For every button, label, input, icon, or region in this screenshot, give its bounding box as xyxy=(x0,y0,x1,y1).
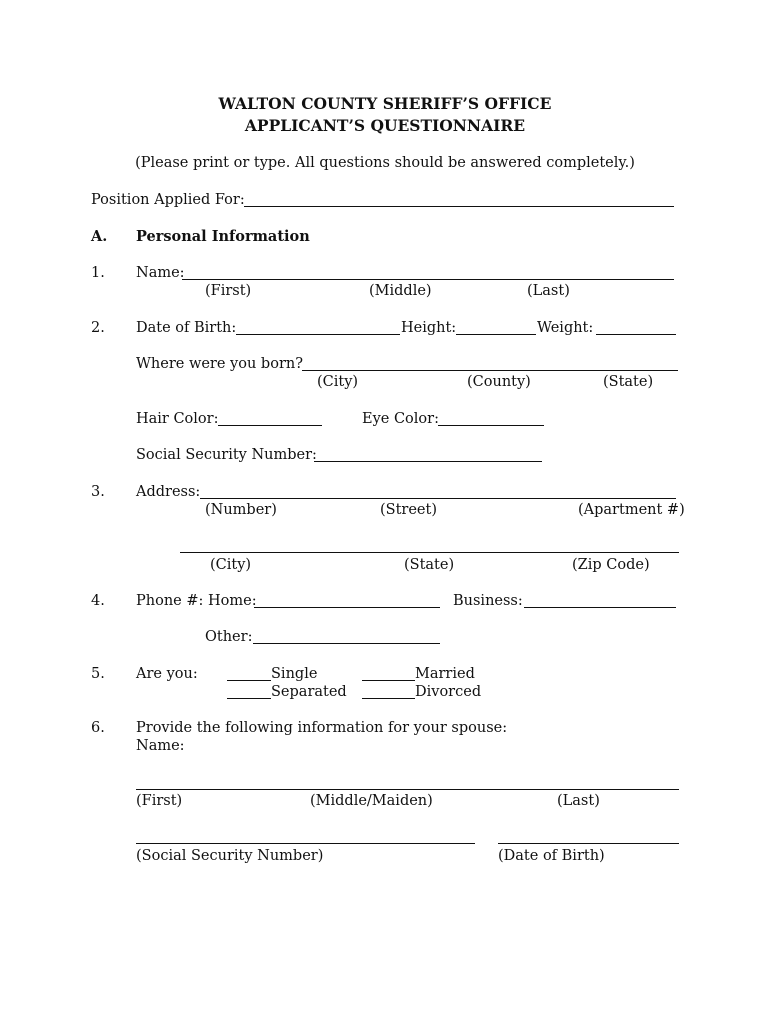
ssn-field[interactable] xyxy=(314,461,542,462)
question-number: 5. xyxy=(91,666,105,682)
question-number: 1. xyxy=(91,265,105,281)
spouse-dob-field[interactable] xyxy=(498,843,679,844)
caption-first: (First) xyxy=(136,793,183,809)
name-field[interactable] xyxy=(182,279,674,280)
dob-label: Date of Birth: xyxy=(136,320,237,336)
position-label: Position Applied For: xyxy=(91,192,245,208)
question-number: 3. xyxy=(91,484,105,500)
address-city-field[interactable] xyxy=(180,552,679,553)
married-checkbox[interactable] xyxy=(362,680,415,681)
other-phone-field[interactable] xyxy=(253,643,440,644)
height-field[interactable] xyxy=(456,334,536,335)
separated-option: Separated xyxy=(271,684,347,700)
weight-field[interactable] xyxy=(596,334,676,335)
birthplace-field[interactable] xyxy=(302,370,678,371)
spouse-ssn-field[interactable] xyxy=(136,843,475,844)
address-label: Address: xyxy=(136,484,201,500)
caption-last: (Last) xyxy=(527,283,570,299)
home-phone-label: Phone #: Home: xyxy=(136,593,257,609)
question-number: 4. xyxy=(91,593,105,609)
caption-zip: (Zip Code) xyxy=(572,557,650,573)
caption-state: (State) xyxy=(603,374,654,390)
ssn-label: Social Security Number: xyxy=(136,447,317,463)
question-number: 6. xyxy=(91,720,105,736)
caption-apartment: (Apartment #) xyxy=(578,502,685,518)
divorced-option: Divorced xyxy=(415,684,482,700)
caption-middle: (Middle) xyxy=(369,283,432,299)
caption-ssn: (Social Security Number) xyxy=(136,848,324,864)
height-label: Height: xyxy=(401,320,457,336)
married-option: Married xyxy=(415,666,475,682)
spouse-prompt: Provide the following information for your spouse: xyxy=(136,720,508,736)
caption-dob: (Date of Birth) xyxy=(498,848,605,864)
address-field[interactable] xyxy=(200,498,676,499)
form-subtitle: APPLICANT’S QUESTIONNAIRE xyxy=(244,116,526,135)
eye-color-label: Eye Color: xyxy=(362,411,439,427)
position-field[interactable] xyxy=(244,206,674,207)
home-phone-field[interactable] xyxy=(254,607,440,608)
spouse-name-field[interactable] xyxy=(136,789,679,790)
caption-county: (County) xyxy=(467,374,531,390)
single-checkbox[interactable] xyxy=(227,680,271,681)
question-number: 2. xyxy=(91,320,105,336)
weight-label: Weight: xyxy=(537,320,594,336)
marital-label: Are you: xyxy=(136,666,198,682)
dob-field[interactable] xyxy=(236,334,400,335)
instructions-text: (Please print or type. All questions should be answered completely.) xyxy=(135,155,635,171)
hair-color-label: Hair Color: xyxy=(136,411,219,427)
caption-middle-maiden: (Middle/Maiden) xyxy=(310,793,433,809)
caption-city: (City) xyxy=(210,557,252,573)
other-phone-label: Other: xyxy=(205,629,253,645)
birthplace-label: Where were you born? xyxy=(136,356,303,372)
separated-checkbox[interactable] xyxy=(227,698,271,699)
divorced-checkbox[interactable] xyxy=(362,698,415,699)
caption-last: (Last) xyxy=(557,793,600,809)
business-phone-label: Business: xyxy=(453,593,523,609)
section-title: Personal Information xyxy=(136,228,310,245)
single-option: Single xyxy=(271,666,318,682)
caption-state: (State) xyxy=(404,557,455,573)
caption-number: (Number) xyxy=(205,502,277,518)
eye-color-field[interactable] xyxy=(438,425,544,426)
caption-street: (Street) xyxy=(380,502,437,518)
hair-color-field[interactable] xyxy=(218,425,322,426)
form-title: WALTON COUNTY SHERIFF’S OFFICE xyxy=(218,94,552,113)
caption-first: (First) xyxy=(205,283,252,299)
caption-city: (City) xyxy=(317,374,359,390)
spouse-name-label: Name: xyxy=(136,738,185,754)
business-phone-field[interactable] xyxy=(524,607,676,608)
section-letter: A. xyxy=(91,228,108,245)
name-label: Name: xyxy=(136,265,185,281)
